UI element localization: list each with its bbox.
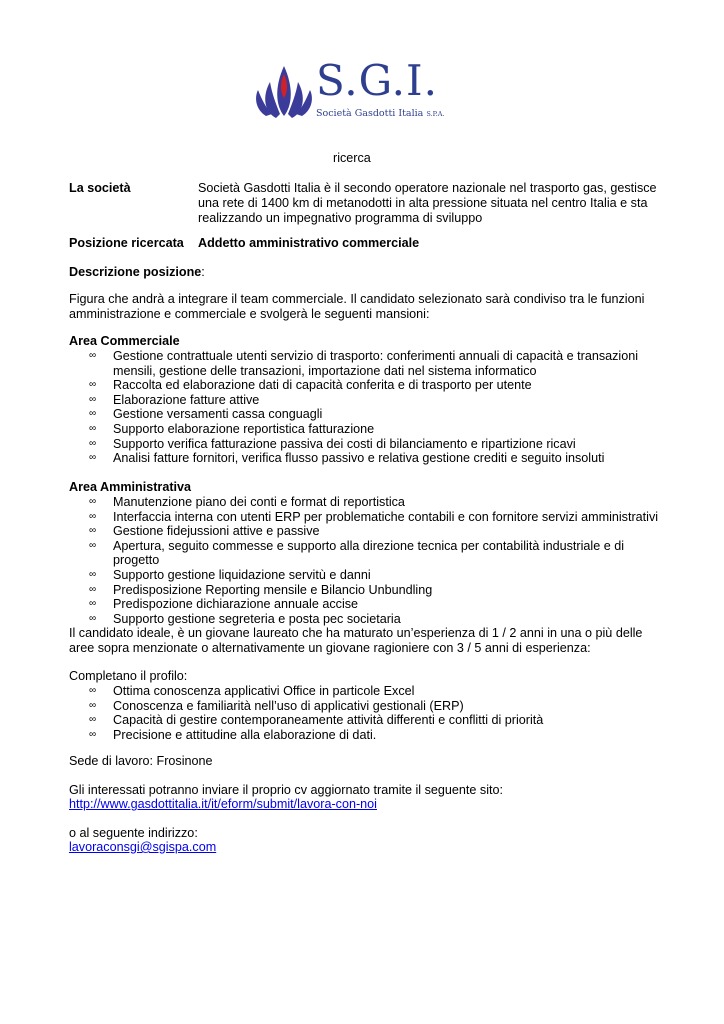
- list-item: ∞ Analisi fatture fornitori, verifica flusso passivo e relativa gestione crediti e seguito insoluti: [89, 451, 605, 466]
- area-commerciale-title: Area Commerciale: [69, 334, 180, 348]
- bullet-icon: ∞: [89, 408, 97, 420]
- list-item: ∞ Manutenzione piano dei conti e format di reportistica: [89, 495, 405, 509]
- list-item: ∞ Gestione fidejussioni attive e passive: [89, 524, 320, 539]
- bullet-icon: ∞: [89, 583, 97, 595]
- list-item: ∞ Predisposizione Reporting mensile e Bilancio Unbundling: [89, 582, 433, 597]
- bullet-icon: ∞: [89, 350, 97, 361]
- intro-paragraph: Figura che andrà a integrare il team commerciale. Il candidato selezionato sarà condiviso tra le funzioni amministrazione e commerciale e svolgerà le seguenti mansioni:: [69, 292, 645, 321]
- list-item: ∞ Raccolta ed elaborazione dati di capacità conferita e di trasporto per utente: [89, 378, 532, 393]
- descrizione-heading: Descrizione posizione:: [69, 265, 205, 279]
- bullet-icon: ∞: [89, 714, 97, 726]
- list-item: ∞ Supporto elaborazione reportistica fatturazione: [89, 421, 375, 436]
- posizione-text: Addetto amministrativo commerciale: [198, 236, 420, 250]
- list-item: ∞ Precisione e attitudine alla elaborazione di dati.: [89, 727, 377, 742]
- list-item: ∞ Supporto verifica fatturazione passiva dei costi di bilanciamento e ripartizione ricavi: [89, 436, 576, 451]
- email-link[interactable]: lavoraconsgi@sgispa.com: [69, 840, 217, 854]
- list-item: ∞ Gestione versamenti cassa conguagli: [89, 407, 323, 422]
- bullet-icon: ∞: [89, 393, 97, 405]
- list-item: ∞ Apertura, seguito commesse e supporto alla direzione tecnica per contabilità industriale e di progetto: [89, 538, 625, 568]
- bullet-icon: ∞: [89, 685, 97, 696]
- list-item: ∞ Ottima conoscenza applicativi Office in particole Excel: [89, 684, 415, 698]
- logo-subtitle: Società Gasdotti Italia S.P.A.: [316, 108, 445, 119]
- bullet-icon: ∞: [89, 422, 97, 434]
- bullet-icon: ∞: [89, 539, 97, 551]
- list-item: ∞ Supporto gestione liquidazione servitù e danni: [89, 567, 371, 582]
- bullet-icon: ∞: [89, 510, 97, 522]
- bullet-icon: ∞: [89, 598, 97, 610]
- societa-text: Società Gasdotti Italia è il secondo operatore nazionale nel trasporto gas, gestisce una rete di 1400 km di metanodotti in alta pressione situata nel centro Italia e sta realizzando un impegnativo programma di sviluppo: [198, 181, 657, 225]
- page-title: ricerca: [333, 151, 371, 165]
- list-item: ∞ Interfaccia interna con utenti ERP per problematiche contabili e con fornitore servizi amministrativi: [89, 509, 659, 524]
- list-item: ∞ Supporto gestione segreteria e posta pec societaria: [89, 611, 401, 626]
- list-item: ∞ Predispozione dichiarazione annuale accise: [89, 597, 359, 612]
- area-commerciale-list: [69, 349, 669, 466]
- societa-label: La società: [69, 181, 131, 195]
- list-item: ∞ Elaborazione fatture attive: [89, 392, 260, 407]
- bullet-icon: ∞: [89, 699, 97, 711]
- bullet-icon: ∞: [89, 525, 97, 537]
- profilo-title: Completano il profilo:: [69, 669, 188, 683]
- profilo-list: [69, 684, 669, 742]
- bullet-icon: ∞: [89, 437, 97, 449]
- company-logo: [254, 58, 444, 128]
- candidato-paragraph: Il candidato ideale, è un giovane laureato che ha maturato un’esperienza di 1 / 2 anni in una o più delle aree sopra menzionate o alternativamente un giovane ragioniere con 3 / 5 anni di esperienza:: [69, 626, 643, 655]
- list-item: ∞ Capacità di gestire contemporaneamente attività differenti e conflitti di priorità: [89, 713, 544, 728]
- sede-lavoro: Sede di lavoro: Frosinone: [69, 754, 213, 768]
- apply-website-link[interactable]: http://www.gasdottitalia.it/it/eform/submit/lavora-con-noi: [69, 797, 377, 811]
- flame-logo-icon: [254, 58, 314, 128]
- list-item: ∞ Gestione contrattuale utenti servizio di trasporto: conferimenti annuali di capacità e transazioni mensili, gestione delle transazioni, importazione dati nel sistema informatico: [89, 349, 639, 378]
- bullet-icon: ∞: [89, 728, 97, 740]
- logo-letters: S.G.I.: [316, 56, 438, 105]
- bullet-icon: ∞: [89, 379, 97, 391]
- bullet-icon: ∞: [89, 568, 97, 580]
- bullet-icon: ∞: [89, 496, 97, 507]
- interessati-text: Gli interessati potranno inviare il proprio cv aggiornato tramite il seguente sito:: [69, 783, 504, 797]
- posizione-label: Posizione ricercata: [69, 236, 184, 250]
- area-amministrativa-list: [69, 495, 669, 626]
- bullet-icon: ∞: [89, 612, 97, 624]
- indirizzo-label: o al seguente indirizzo:: [69, 826, 198, 840]
- list-item: ∞ Conoscenza e familiarità nell’uso di applicativi gestionali (ERP): [89, 698, 464, 713]
- bullet-icon: ∞: [89, 452, 97, 464]
- area-amministrativa-title: Area Amministrativa: [69, 480, 192, 494]
